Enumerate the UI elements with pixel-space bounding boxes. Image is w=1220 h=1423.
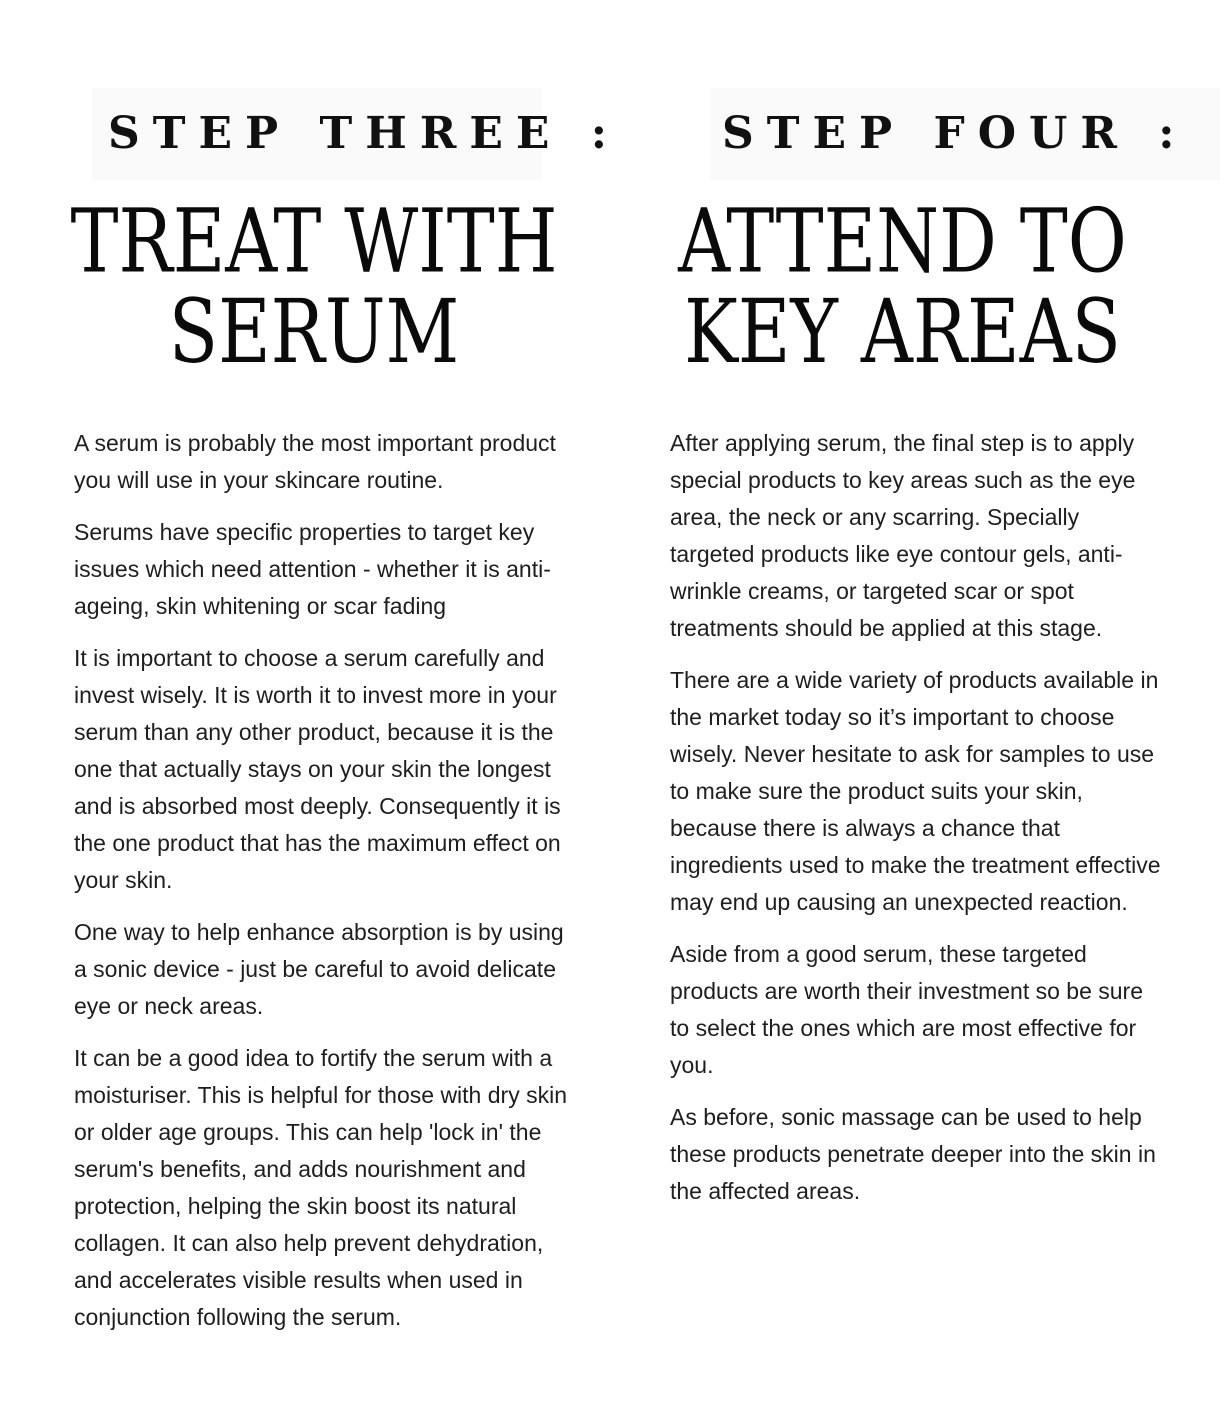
step-three-paragraph: A serum is probably the most important product you will use in your skincare routine. — [74, 430, 556, 493]
step-four-body — [670, 425, 1168, 1225]
step-three-paragraph: It is important to choose a serum carefully and invest wisely. It is worth it to invest more in your serum than any other product, because it is the one that actually stays on your skin the longest and is absorbed most deeply. Consequently it is the one product that has the maximum effect on your skin. — [74, 645, 561, 893]
step-four-paragraph: Aside from a good serum, these targeted products are worth their investment so be sure to select the ones which are most effective for you. — [670, 941, 1144, 1078]
step-four-paragraph: There are a wide variety of products available in the market today so it’s important to choose wisely. Never hesitate to ask for samples to use to make sure the product suits your skin, because there is always a chance that ingredients used to make the treatment effective may end up causing an unexpected reaction. — [670, 667, 1161, 915]
step-four-title-line-2: KEY AREAS — [684, 280, 1121, 383]
step-three-title-line-2: SERUM — [168, 280, 460, 383]
step-four-title — [650, 189, 1155, 383]
step-three-title — [44, 189, 584, 383]
step-four-title-line-1: ATTEND TO — [678, 189, 1127, 293]
step-three-paragraph: One way to help enhance absorption is by using a sonic device - just be careful to avoid delicate eye or neck areas. — [74, 919, 564, 1019]
step-three-label: STEP THREE : — [92, 88, 542, 180]
step-three-title-line-1: TREAT WITH — [70, 189, 558, 293]
step-three-body — [74, 425, 574, 1351]
step-four-label: STEP FOUR : — [710, 88, 1220, 180]
step-three-paragraph: It can be a good idea to fortify the serum with a moisturiser. This is helpful for those with dry skin or older age groups. This can help 'lock in' the serum's benefits, and adds nourishment and protection, helping the skin boost its natural collagen. It can also help prevent dehydration, and accelerates visible results when used in conjunction following the serum. — [74, 1045, 567, 1330]
step-four-paragraph: As before, sonic massage can be used to help these products penetrate deeper into the skin in the affected areas. — [670, 1104, 1156, 1204]
step-four-paragraph: After applying serum, the final step is to apply special products to key areas such as the eye area, the neck or any scarring. Specially targeted products like eye contour gels, anti-wrinkle creams, or targeted scar or spot treatments should be applied at this stage. — [670, 430, 1136, 641]
step-three-paragraph: Serums have specific properties to target key issues which need attention - whether it is anti-ageing, skin whitening or scar fading — [74, 519, 551, 619]
